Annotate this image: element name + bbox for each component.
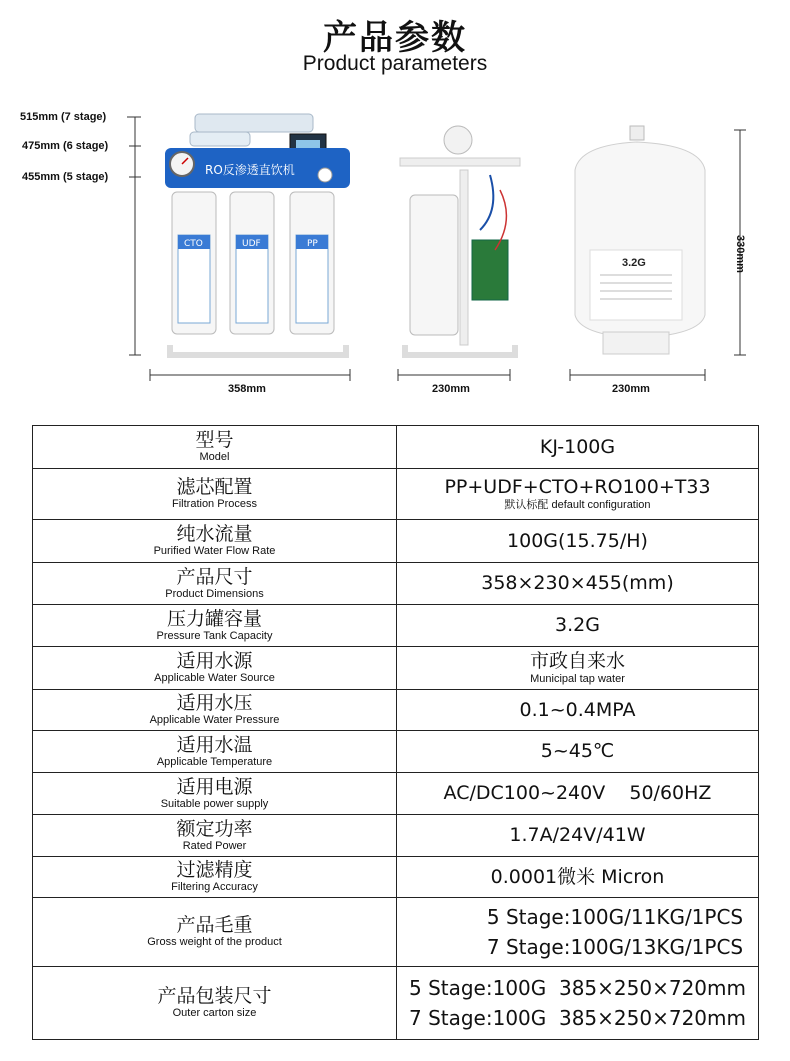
row-value-sub: Municipal tap water [530, 673, 625, 685]
row-value: AC/DC100~240V 50/60HZ [443, 782, 712, 804]
filter-label-udf: UDF [242, 239, 261, 249]
value-cell [397, 563, 759, 605]
row-value-sub: 默认标配 default configuration [504, 499, 651, 511]
row-label-en: Applicable Temperature [156, 755, 273, 768]
height-label-5-stage: 455mm (5 stage) [22, 171, 109, 183]
spec-table [32, 425, 759, 1040]
row-label-en: Rated Power [182, 839, 247, 852]
value-cell [397, 426, 759, 469]
tank-width-label: 230mm [612, 383, 650, 395]
row-label-en: Suitable power supply [160, 797, 269, 810]
row-label-cn: 适用水压 [176, 692, 253, 714]
value-cell [397, 967, 759, 1040]
label-cell [33, 967, 397, 1040]
label-cell [33, 605, 397, 647]
row-label-en: Product Dimensions [165, 587, 264, 600]
height-label-6-stage: 475mm (6 stage) [22, 140, 109, 152]
table-row [33, 563, 759, 605]
product-figure [0, 100, 790, 405]
row-label-cn: 滤芯配置 [176, 476, 253, 498]
label-cell [33, 815, 397, 857]
row-label-cn: 产品毛重 [176, 914, 253, 936]
row-value: 市政自来水 [529, 650, 625, 672]
machine-side-view [400, 126, 520, 355]
product-drawing [0, 100, 790, 405]
row-value: 3.2G [555, 614, 600, 636]
row-label-cn: 纯水流量 [176, 523, 253, 545]
pressure-tank [575, 126, 746, 355]
row-label-cn: 额定功率 [176, 817, 253, 840]
weight-line: 5 Stage:100G/11KG/1PCS [486, 905, 744, 929]
label-cell [33, 563, 397, 605]
value-cell [397, 469, 759, 520]
table-row [33, 967, 759, 1040]
row-label-en: Applicable Water Source [154, 672, 275, 684]
row-label-en: Gross weight of the product [147, 936, 282, 948]
table-row [33, 690, 759, 731]
value-cell [397, 690, 759, 731]
row-value: 1.7A/24V/41W [509, 824, 646, 846]
label-cell [33, 731, 397, 773]
row-label-en: Filtering Accuracy [171, 881, 258, 893]
row-label-en: Filtration Process [172, 498, 257, 510]
row-value: PP+UDF+CTO+RO100+T33 [444, 476, 711, 498]
row-label-cn: 适用电源 [176, 775, 253, 798]
carton-line: 5 Stage:100G 385×250×720mm [408, 976, 746, 1000]
value-cell [397, 815, 759, 857]
row-label-cn: 适用水温 [176, 733, 253, 756]
machine-front-view [165, 114, 350, 355]
carton-line: 7 Stage:100G 385×250×720mm [408, 1006, 746, 1030]
table-row [33, 773, 759, 815]
side-width-label: 230mm [432, 383, 470, 395]
label-cell [33, 690, 397, 731]
value-cell [397, 773, 759, 815]
row-value: KJ-100G [539, 435, 616, 458]
table-row [33, 647, 759, 690]
row-label-cn: 产品尺寸 [176, 565, 253, 588]
value-cell [397, 520, 759, 563]
tank-height-label: 330mm [734, 235, 746, 273]
label-cell [33, 773, 397, 815]
row-value: 0.0001微米 Micron [490, 865, 665, 888]
table-row [33, 898, 759, 967]
row-label-cn: 适用水源 [176, 650, 253, 672]
row-label-cn: 压力罐容量 [166, 607, 262, 630]
row-value: 5~45℃ [540, 740, 615, 762]
row-label-en: Outer carton size [172, 1007, 257, 1019]
label-cell [33, 469, 397, 520]
filter-label-cto: CTO [184, 239, 203, 249]
row-value: 100G(15.75/H) [507, 529, 648, 552]
table-row [33, 815, 759, 857]
height-label-7-stage: 515mm (7 stage) [20, 111, 107, 123]
value-cell [397, 647, 759, 690]
table-row [33, 469, 759, 520]
filter-label-pp: PP [307, 239, 318, 249]
value-cell [397, 857, 759, 898]
front-width-label: 358mm [228, 383, 266, 395]
panel-text: RO反渗透直饮机 [205, 163, 295, 177]
table-row [33, 857, 759, 898]
label-cell [33, 898, 397, 967]
row-label-cn: 型号 [195, 429, 234, 451]
row-label-en: Pressure Tank Capacity [156, 629, 273, 642]
value-cell [397, 605, 759, 647]
row-label-en: Purified Water Flow Rate [153, 545, 276, 557]
row-label-cn: 产品包装尺寸 [157, 985, 272, 1007]
table-row [33, 731, 759, 773]
row-value: 0.1~0.4MPA [519, 698, 636, 721]
tank-label: 3.2G [622, 257, 646, 269]
label-cell [33, 647, 397, 690]
table-row [33, 605, 759, 647]
value-cell [397, 731, 759, 773]
label-cell [33, 857, 397, 898]
table-row [33, 426, 759, 469]
row-label-en: Model [199, 451, 230, 463]
row-value: 358×230×455(mm) [481, 572, 674, 594]
label-cell [33, 426, 397, 469]
page-title-en: Product parameters [302, 52, 488, 75]
row-label-en: Applicable Water Pressure [149, 714, 280, 726]
row-label-cn: 过滤精度 [176, 859, 253, 881]
label-cell [33, 520, 397, 563]
page-title-cn: 产品参数 [323, 18, 467, 58]
value-cell [397, 898, 759, 967]
table-row [33, 520, 759, 563]
weight-line: 7 Stage:100G/13KG/1PCS [486, 935, 744, 959]
